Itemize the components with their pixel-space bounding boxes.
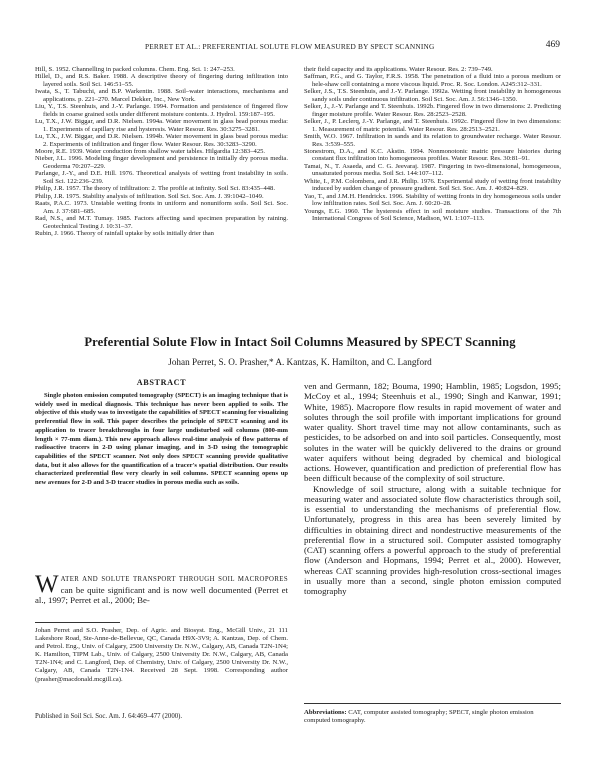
reference-entry: Rad, N.S., and M.T. Tumay. 1985. Factors affecting sand specimen preparation by raining. Geotechnical Testing J. 10:31–37.	[35, 215, 288, 230]
drop-cap: W	[35, 571, 59, 598]
reference-entry: Moore, R.E. 1939. Water conduction from shallow water tables. Hilgardia 12:383–425.	[35, 147, 266, 155]
body-paragraph-1: ven and Germann, 182; Bouma, 1990; Hamblin, 1985; Logsdon, 1995; McCoy et al., 1994; Steenhuis et al., 1990; Singh and Kanwar, 1991; White, 1985). Macropore flow results in rapid movement of water and solutes through the soil profile with important implications for ground water quality. Short travel time may not allow contaminants, such as pesticides, to be adsorbed on and into soil particles. Consequently, most solutes in the water will be quickly delivered to the drains or ground water aquifers without being degraded by chemical and biological actions. However, quantification and prediction of preferential flow has been difficult because of the complexity of soil structure.	[304, 381, 561, 484]
abstract-text: Single photon emission computed tomography (SPECT) is an imaging technique that is widely used in medical diagnosis. This technique has never been applied to soils. The objective of this study was to investigate the capabilities of SPECT scanning for visualizing preferential flow in soil. This paper describes the principle of SPECT scanning and its application to tracer breakthroughs in four large undisturbed soil columns (800-mm length × 77-mm diam.). This new approach allows real-time analysis of flow patterns of radioactive tracers in 2-D using planar imaging, and in 3-D using the tomographic capabilities of the SPECT scanner. Not only does SPECT scanning provide qualitative data, but it also allows for the quantification of a tracer's spatial distribution. Our results characterized preferential flow very clearly in soil columns. SPECT scanning opens up new avenues for 2-D and 3-D tracer studies in porous media such as soils.	[35, 392, 288, 487]
abbreviations-note	[304, 709, 561, 725]
reference-entry: their field capacity and its applications. Water Resour. Res. 2: 739–749.	[304, 66, 493, 73]
body-right-column	[304, 381, 561, 596]
publication-info: Published in Soil Sci. Soc. Am. J. 64:469–477 (2000).	[35, 713, 183, 720]
reference-entry: Philip, J.R. 1957. The theory of infiltration: 2. The profile at infinity. Soil Sci. 83:435–448.	[35, 185, 275, 193]
page-number: 469	[545, 40, 560, 50]
reference-entry: Raats, P.A.C. 1973. Unstable wetting fronts in uniform and nonuniform soils. Soil Sci. Soc. Am. J. 37:681–685.	[35, 200, 288, 215]
reference-entry: Selker, J.S., T.S. Steenhuis, and J.-Y. Parlange. 1992a. Wetting front instability in homogeneous sandy soils under continuous infiltration. Soil Sci. Soc. Am. J. 56:1346–1350.	[304, 88, 561, 103]
references-right-column	[304, 66, 561, 223]
page-header	[35, 42, 560, 56]
reference-entry: Youngs, E.G. 1960. The hysteresis effect in soil moisture studies. Transactions of the 7th International Congress of Soil Science, Madison, WI. 1:107–113.	[304, 207, 561, 223]
abbreviations-text: CAT, computer assisted tomography; SPECT, single photon emission computed tomography.	[304, 709, 534, 725]
reference-entry: Tamai, N., T. Asaeda, and C. G. Jeevaraj. 1987. Fingering in two-dimensional, homogeneous, unsaturated porous media. Soil Sci. 144:107–112.	[304, 162, 561, 178]
article-title: Preferential Solute Flow in Intact Soil Columns Measured by SPECT Scanning	[84, 335, 516, 349]
abbreviations-divider	[304, 703, 561, 704]
body-paragraph-2: Knowledge of soil structure, along with a suitable technique for measuring water and associated solute flow characteristics through soil, is essential to understanding the mechanisms of preferential flow. Unfortunately, progress in this area has been severely limited by difficulties in obtaining direct and nondestructive measurements of the preferential flow in a structured soil. Computer assisted tomography (CAT) scanning offers a powerful approach to the study of preferential flow (Anderson and Hopmans, 1994; Perret et al., 2000). However, whereas CAT scanning provides high-resolution cross-sectional images in usually more than a second, single photon emission computed tomography	[304, 483, 561, 596]
intro-smallcaps: ATER AND SOLUTE TRANSPORT THROUGH SOIL MACROPORES	[60, 576, 288, 583]
footnote-divider	[35, 622, 120, 623]
intro-rest: can be quite significant and is now well documented (Perret et al., 1997; Perret et al., 2000; Be-	[35, 585, 288, 606]
reference-entry: Smith, W.O. 1967. Infiltration in sands and its relation to groundwater recharge. Water Resour. Res. 3:539–555.	[304, 133, 561, 148]
reference-entry: Hillel, D., and R.S. Baker. 1988. A descriptive theory of fingering during infiltration into layered soils. Soil Sci. 146:51–55.	[35, 73, 288, 88]
reference-entry: Nieber, J.L. 1996. Modeling finger development and persistence in initially dry porous media. Geoderma 70:207–229.	[35, 155, 288, 170]
references-left-column	[35, 66, 288, 237]
reference-entry: Selker, J., P. Leclerq, J.-Y. Parlange, and T. Steenhuis. 1992c. Fingered flow in two dimensions: 1. Measurement of matric potential. Water Resour. Res. 28:2513–2521.	[304, 118, 561, 133]
reference-entry: Yao, T., and J.M.H. Hendrickx. 1996. Stability of wetting fronts in dry homogeneous soils under low infiltration rates. Soil Sci. Soc. Am. J. 60:20–28.	[304, 192, 561, 208]
reference-entry: Parlange, J.-Y., and D.E. Hill. 1976. Theoretical analysis of wetting front instability in soils. Soil Sci. 122:236–239.	[35, 170, 288, 185]
reference-entry: Iwata, S., T. Tabuchi, and B.P. Warkentin. 1988. Soil–water interactions, mechanisms and applications. p. 221–270. Marcel Dekker, Inc., New York.	[35, 88, 288, 103]
article-authors: Johan Perret, S. O. Prasher,* A. Kantzas, K. Hamilton, and C. Langford	[168, 357, 432, 367]
author-affiliations: Johan Perret and S.O. Prasher, Dep. of Agric. and Biosyst. Eng., McGill Univ., 21 111 Lakeshore Road, Ste-Anne-de-Bellevue, QC, Canada H9X-3V9; A. Kantzas, Dep. of Chem. and Petrol. Eng., Univ. of Calgary, 2500 University Dr. N.W., Calgary, AB, Canada T2N-1N4; K. Hamilton, TIPM Lab., Univ. of Calgary, 2500 University Dr. N.W., Calgary, AB, Canada T2N-1N4; and C. Langford, Dep. of Chemistry, Univ. of Calgary, 2500 University Dr. N.W., Calgary, AB, Canada T2N-1N4. Received 28 Sept. 1998. Corresponding author (prasher@macdonald.mcgill.ca).	[35, 627, 288, 683]
reference-entry: Philip, J.R. 1975. Stability analysis of infiltration. Soil Sci. Soc. Am. J. 39:1042–1049.	[35, 192, 264, 200]
intro-paragraph	[35, 573, 288, 606]
reference-entry: Saffman, P.G., and G. Taylor, F.R.S. 1958. The penetration of a fluid into a porous medium or hele-shaw cell containing a more viscous liquid. Proc. R. Soc. London. A245:312–331.	[304, 73, 561, 88]
reference-entry: Lu, T.X., J.W. Biggar, and D.R. Nielsen. 1994b. Water movement in glass bead porous media: 2. Experiments of infiltration and finger flow. Water Resour. Res. 30:3283–3290.	[35, 133, 288, 148]
reference-entry: Stonestrom, D.A., and K.C. Akstin. 1994. Nonmonotonic matric pressure histories during constant flux infiltration into homogeneous profiles. Water Resour. Res. 30:81–91.	[304, 147, 561, 163]
reference-entry: Selker, J., J.-Y. Parlange and T. Steenhuis. 1992b. Fingered flow in two dimensions: 2. Predicting finger moisture profile. Water Resour. Res. 28:2523–2528.	[304, 103, 561, 118]
reference-entry: Lu, T.X., J.W. Biggar, and D.R. Nielsen. 1994a. Water movement in glass bead porous media: 1. Experiments of capillary rise and hysteresis. Water Resour. Res. 30:3275–3281.	[35, 118, 288, 133]
reference-entry: White, I., P.M. Colombera, and J.R. Philip. 1976. Experimental study of wetting front instability induced by sudden change of pressure gradient. Soil Sci. Soc. Am. J. 40:824–829.	[304, 177, 561, 193]
reference-entry: Liu, Y., T.S. Steenhuis, and J.-Y. Parlange. 1994. Formation and persistence of fingered flow fields in coarse grained soils under different moisture contents. J. Hydrol. 159:187–195.	[35, 103, 288, 118]
running-title: PERRET ET AL.: PREFERENTIAL SOLUTE FLOW MEASURED BY SPECT SCANNING	[145, 42, 435, 51]
reference-entry: Hill, S. 1952. Channelling in packed columns. Chem. Eng. Sci. 1: 247–253.	[35, 66, 235, 73]
abbreviations-label: Abbreviations:	[304, 709, 347, 716]
reference-entry: Rubin, J. 1966. Theory of rainfall uptake by soils initially drier than	[35, 229, 214, 237]
abstract-heading: ABSTRACT	[136, 378, 187, 387]
